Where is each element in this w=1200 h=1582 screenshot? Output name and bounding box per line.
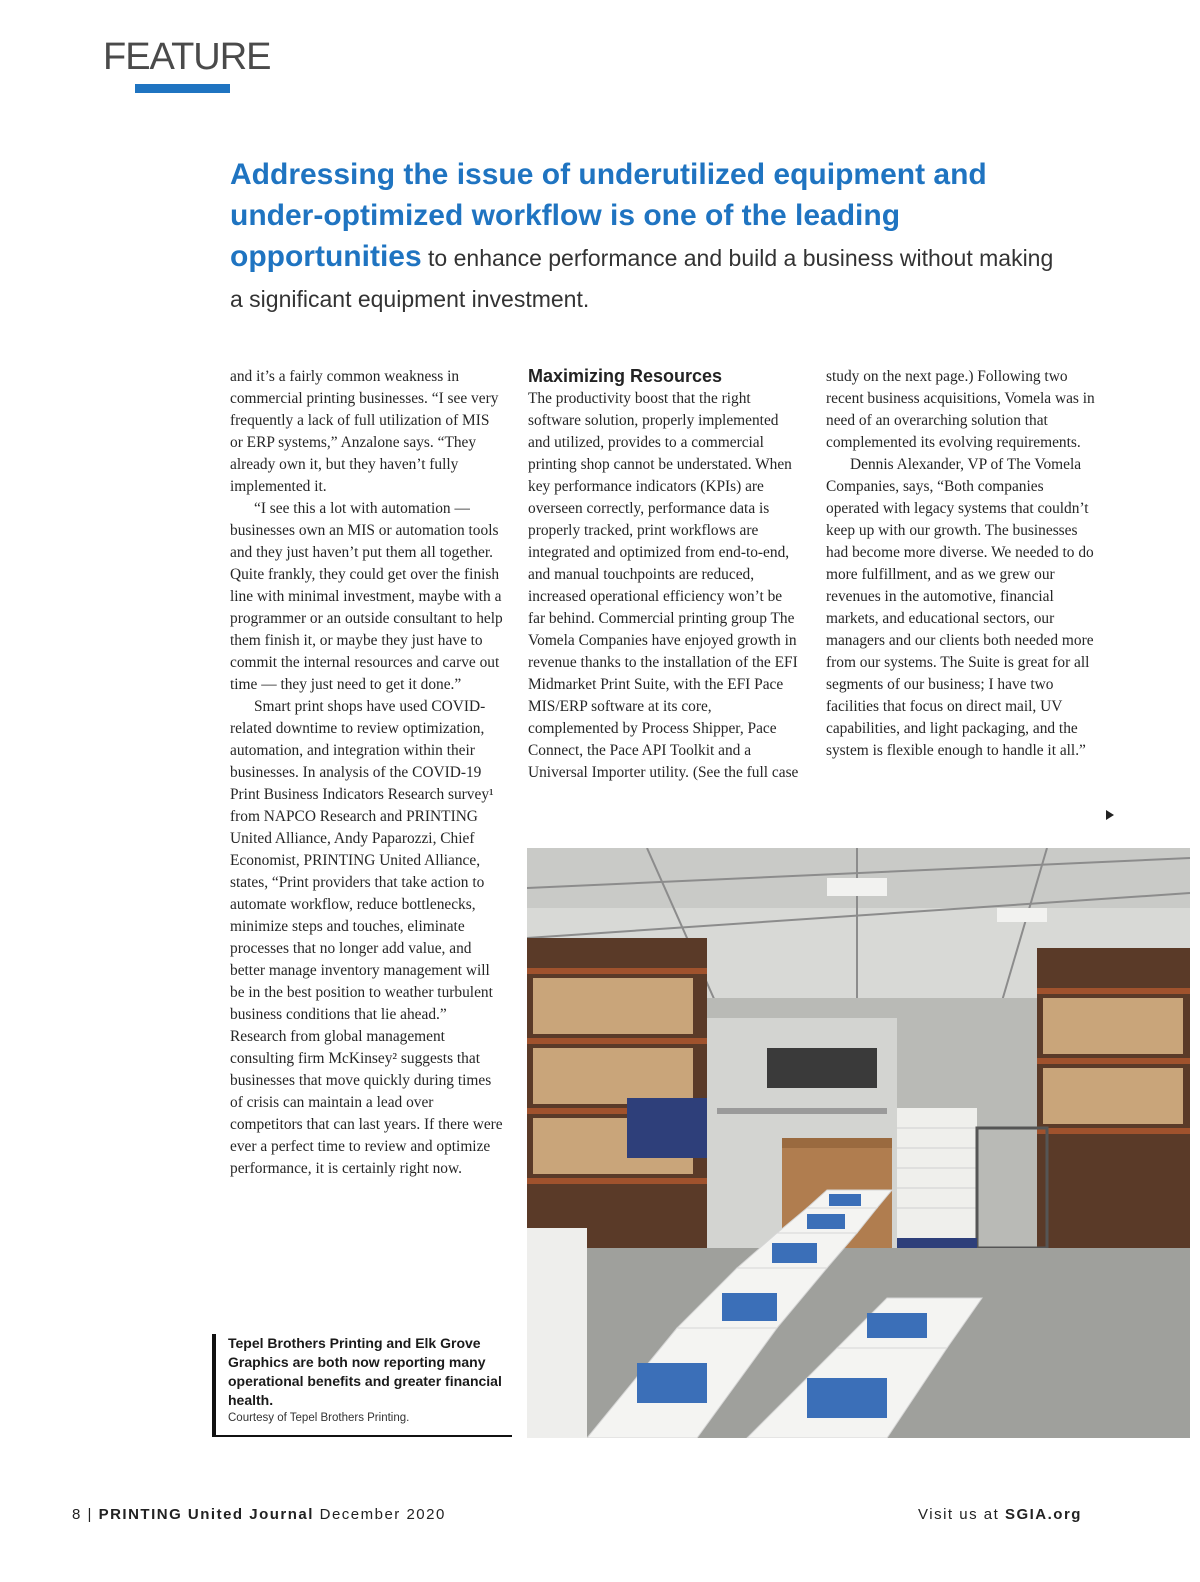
pull-quote-highlight: Addressing the issue of underutilized equipment and under-optimized workflow is one of the leading opportunities — [230, 158, 987, 273]
photo-caption — [212, 1334, 512, 1437]
pull-quote-rest: to enhance performance and build a business without making a significant equipment investment. — [230, 245, 1054, 312]
paragraph: study on the next page.) Following two recent business acquisitions, Vomela was in need of an overarching solution that complemented its evolving requirements. — [826, 368, 1095, 451]
paragraph: Smart print shops have used COVID-related downtime to review optimization, automation, and integration within their businesses. In analysis of the COVID-19 Print Business Indicators Research survey¹ from NAPCO Research and PRINTING United Alliance, Andy Paparozzi, Chief Economist, PRINTING United Alliance, states, “Print providers that take action to automate workflow, reduce bottlenecks, minimize steps and touches, eliminate processes that no longer add value, and better manage inventory management will be in the best position to weather turbulent business conditions that lie ahead.” Research from global management consulting firm McKinsey² suggests that businesses that move quickly during times of crisis can maintain a lead over competitors that can last years. If there were ever a perfect time to review and optimize performance, it is certainly right now. — [230, 698, 503, 1177]
warehouse-photo — [527, 848, 1190, 1438]
publication-name: PRINTING United Journal — [98, 1506, 314, 1523]
footer-publication — [72, 1506, 446, 1523]
article-column-2 — [528, 366, 800, 784]
article-column-3 — [826, 366, 1100, 762]
website-link[interactable]: SGIA.org — [1004, 1506, 1082, 1523]
article-column-1 — [230, 366, 506, 1180]
caption-text: Tepel Brothers Printing and Elk Grove Graphics are both now reporting many operational benefits and greater financial health. — [228, 1335, 502, 1408]
pull-quote — [230, 154, 1070, 320]
section-label: FEATURE — [103, 36, 271, 78]
photo-credit: Courtesy of Tepel Brothers Printing. — [228, 1412, 410, 1424]
paragraph: Dennis Alexander, VP of The Vomela Companies, says, “Both companies operated with legacy systems that couldn’t keep up with our growth. The businesses had become more diverse. We needed to do more fulfillment, and as we grew our revenues in the automotive, financial markets, and educational sectors, our managers and our clients both needed more from our systems. The Suite is great for all segments of our business; I have two facilities that focus on direct mail, UV capabilities, and light packaging, and the system is flexible enough to handle it all.” — [826, 456, 1094, 759]
section-rule — [135, 84, 230, 93]
subheading: Maximizing Resources — [528, 366, 723, 386]
paragraph: “I see this a lot with automation — businesses own an MIS or automation tools and they just haven’t put them all together. Quite frankly, they could get over the finish line with minimal investment, maybe with a programmer or an outside consultant to help them finish it, or maybe they just have to commit the internal resources and carve out time — they just need to get it done.” — [230, 500, 503, 693]
issue-date: December 2020 — [319, 1506, 446, 1523]
page-number: 8 — [72, 1506, 82, 1523]
continue-arrow-icon — [1106, 810, 1114, 820]
visit-prefix: Visit us at — [918, 1506, 1000, 1523]
paragraph: The productivity boost that the right software solution, properly implemented and utilized, provides to a commercial printing shop cannot be understated. When key performance indicators (KPIs) are overseen correctly, performance data is properly tracked, print workflows are integrated and optimized from end-to-end, and manual touchpoints are reduced, increased operational efficiency won’t be far behind. Commercial printing group The Vomela Companies have enjoyed growth in revenue thanks to the installation of the EFI Midmarket Print Suite, with the EFI Pace MIS/ERP software at its core, complemented by Process Shipper, Pace Connect, the Pace API Toolkit and a Universal Importer utility. (See the full case — [528, 390, 799, 781]
footer-separator: | — [87, 1506, 93, 1523]
footer-website — [918, 1506, 1082, 1523]
paragraph: and it’s a fairly common weakness in commercial printing businesses. “I see very frequently a lack of full utilization of MIS or ERP systems,” Anzalone says. “They already own it, but they haven’t fully implemented it. — [230, 368, 499, 495]
